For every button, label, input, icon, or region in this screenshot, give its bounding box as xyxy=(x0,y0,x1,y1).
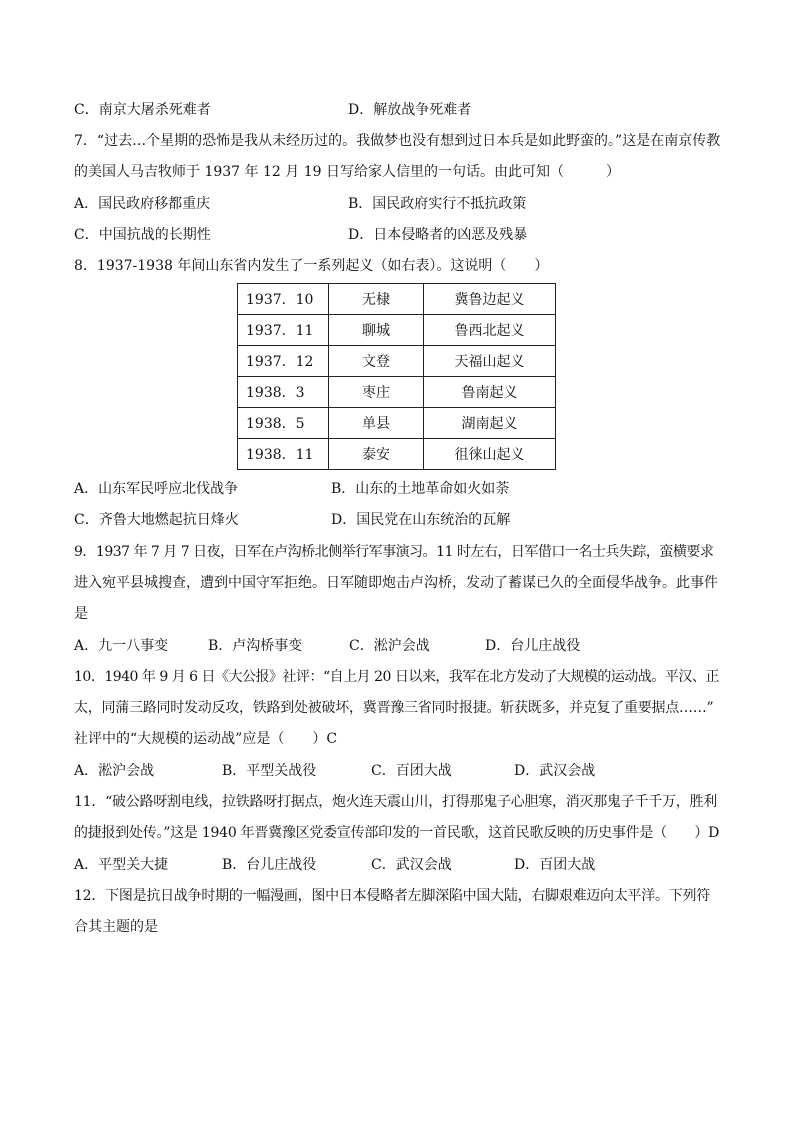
q7-stem-line-2: 的美国人马吉牧师于 1937 年 12 月 19 日写给家人信里的一句话。由此可知（ ） xyxy=(74,164,620,180)
table-cell-event: 冀鲁边起义 xyxy=(424,284,556,315)
q10-stem-line-3: 社评中的“大规模的运动战”应是（ ）C xyxy=(74,731,338,747)
q8-option-a: A．山东军民呼应北伐战争 xyxy=(74,481,239,497)
q9-option-d: D．台儿庄战役 xyxy=(485,638,581,654)
table-cell-date: 1937．12 xyxy=(238,346,329,377)
q11-stem-line-2: 的捷报到处传。”这是 1940 年晋冀豫区党委宣传部印发的一首民歌，这首民歌反映的历史事件是（ ）D xyxy=(74,825,720,841)
q8-option-c: C．齐鲁大地燃起抗日烽火 xyxy=(74,512,239,528)
table-cell-event: 鲁西北起义 xyxy=(424,315,556,346)
q11-stem-line-1: 11．“破公路呀割电线，拉铁路呀打据点，炮火连天震山川，打得那鬼子心胆寒，消灭那鬼子千千万，胜利 xyxy=(74,794,717,810)
q11-option-c: C．武汉会战 xyxy=(371,857,452,873)
q9-stem-line-3: 是 xyxy=(74,606,88,622)
q9-option-a: A．九一八事变 xyxy=(74,638,169,654)
q7-stem-line-1: 7．“过去…个星期的恐怖是我从未经历过的。我做梦也没有想到过日本兵是如此野蛮的。”这是在南京传教 xyxy=(74,133,721,149)
q7-option-b: B．国民政府实行不抵抗政策 xyxy=(348,196,527,212)
q10-option-d: D．武汉会战 xyxy=(514,763,596,779)
q10-option-c: C．百团大战 xyxy=(371,763,452,779)
table-cell-event: 湖南起义 xyxy=(424,408,556,439)
table-row xyxy=(238,408,556,439)
table-row xyxy=(238,439,556,470)
table-row xyxy=(238,377,556,408)
q11-option-d: D．百团大战 xyxy=(514,857,596,873)
q11-option-b: B．台儿庄战役 xyxy=(222,857,317,873)
table-cell-event: 鲁南起义 xyxy=(424,377,556,408)
q8-stem-line-1: 8．1937-1938 年间山东省内发生了一系列起义（如右表）。这说明（ ） xyxy=(74,258,549,274)
q6-option-d: D．解放战争死难者 xyxy=(348,102,472,118)
q9-option-c: C．淞沪会战 xyxy=(349,638,430,654)
q6-option-c: C．南京大屠杀死难者 xyxy=(74,102,211,118)
table-cell-date: 1938．11 xyxy=(238,439,329,470)
q10-stem-line-2: 太，同蒲三路同时发动反攻，铁路到处被破坏，冀晋豫三省同时报捷。斩获既多，并克复了重要据点……” xyxy=(74,700,714,716)
table-cell-place: 单县 xyxy=(329,408,424,439)
q7-option-d: D．日本侵略者的凶恶及残暴 xyxy=(348,227,528,243)
q11-option-a: A．平型关大捷 xyxy=(74,857,169,873)
table-row xyxy=(238,284,556,315)
table-cell-place: 泰安 xyxy=(329,439,424,470)
table-row xyxy=(238,315,556,346)
q10-option-b: B．平型关战役 xyxy=(222,763,317,779)
q12-stem-line-1: 12．下图是抗日战争时期的一幅漫画，图中日本侵略者左脚深陷中国大陆，右脚艰难迈向太平洋。下列符 xyxy=(74,888,711,904)
uprising-table xyxy=(237,283,556,470)
q8-option-d: D．国民党在山东统治的瓦解 xyxy=(331,512,511,528)
q7-option-a: A．国民政府移都重庆 xyxy=(74,196,211,212)
table-cell-place: 文登 xyxy=(329,346,424,377)
q9-stem-line-1: 9．1937 年 7 月 7 日夜，日军在卢沟桥北侧举行军事演习。11 时左右，日军借口一名士兵失踪，蛮横要求 xyxy=(74,544,714,560)
table-cell-event: 天福山起义 xyxy=(424,346,556,377)
table-cell-place: 聊城 xyxy=(329,315,424,346)
q9-stem-line-2: 进入宛平县城搜查，遭到中国守军拒绝。日军随即炮击卢沟桥，发动了蓄谋已久的全面侵华战争。此事件 xyxy=(74,575,718,591)
q10-stem-line-1: 10．1940 年 9 月 6 日《大公报》社评：“自上月 20 日以来，我军在北方发动了大规模的运动战。平汉、正 xyxy=(74,669,719,685)
table-cell-date: 1938．3 xyxy=(238,377,329,408)
table-cell-place: 无棣 xyxy=(329,284,424,315)
table-row xyxy=(238,346,556,377)
q10-option-a: A．淞沪会战 xyxy=(74,763,155,779)
table-cell-date: 1937．11 xyxy=(238,315,329,346)
table-cell-date: 1938．5 xyxy=(238,408,329,439)
table-cell-place: 枣庄 xyxy=(329,377,424,408)
q8-option-b: B．山东的土地革命如火如荼 xyxy=(331,481,510,497)
table-cell-date: 1937．10 xyxy=(238,284,329,315)
table-cell-event: 徂徕山起义 xyxy=(424,439,556,470)
q9-option-b: B．卢沟桥事变 xyxy=(208,638,303,654)
q12-stem-line-2: 合其主题的是 xyxy=(74,919,158,935)
q7-option-c: C．中国抗战的长期性 xyxy=(74,227,211,243)
